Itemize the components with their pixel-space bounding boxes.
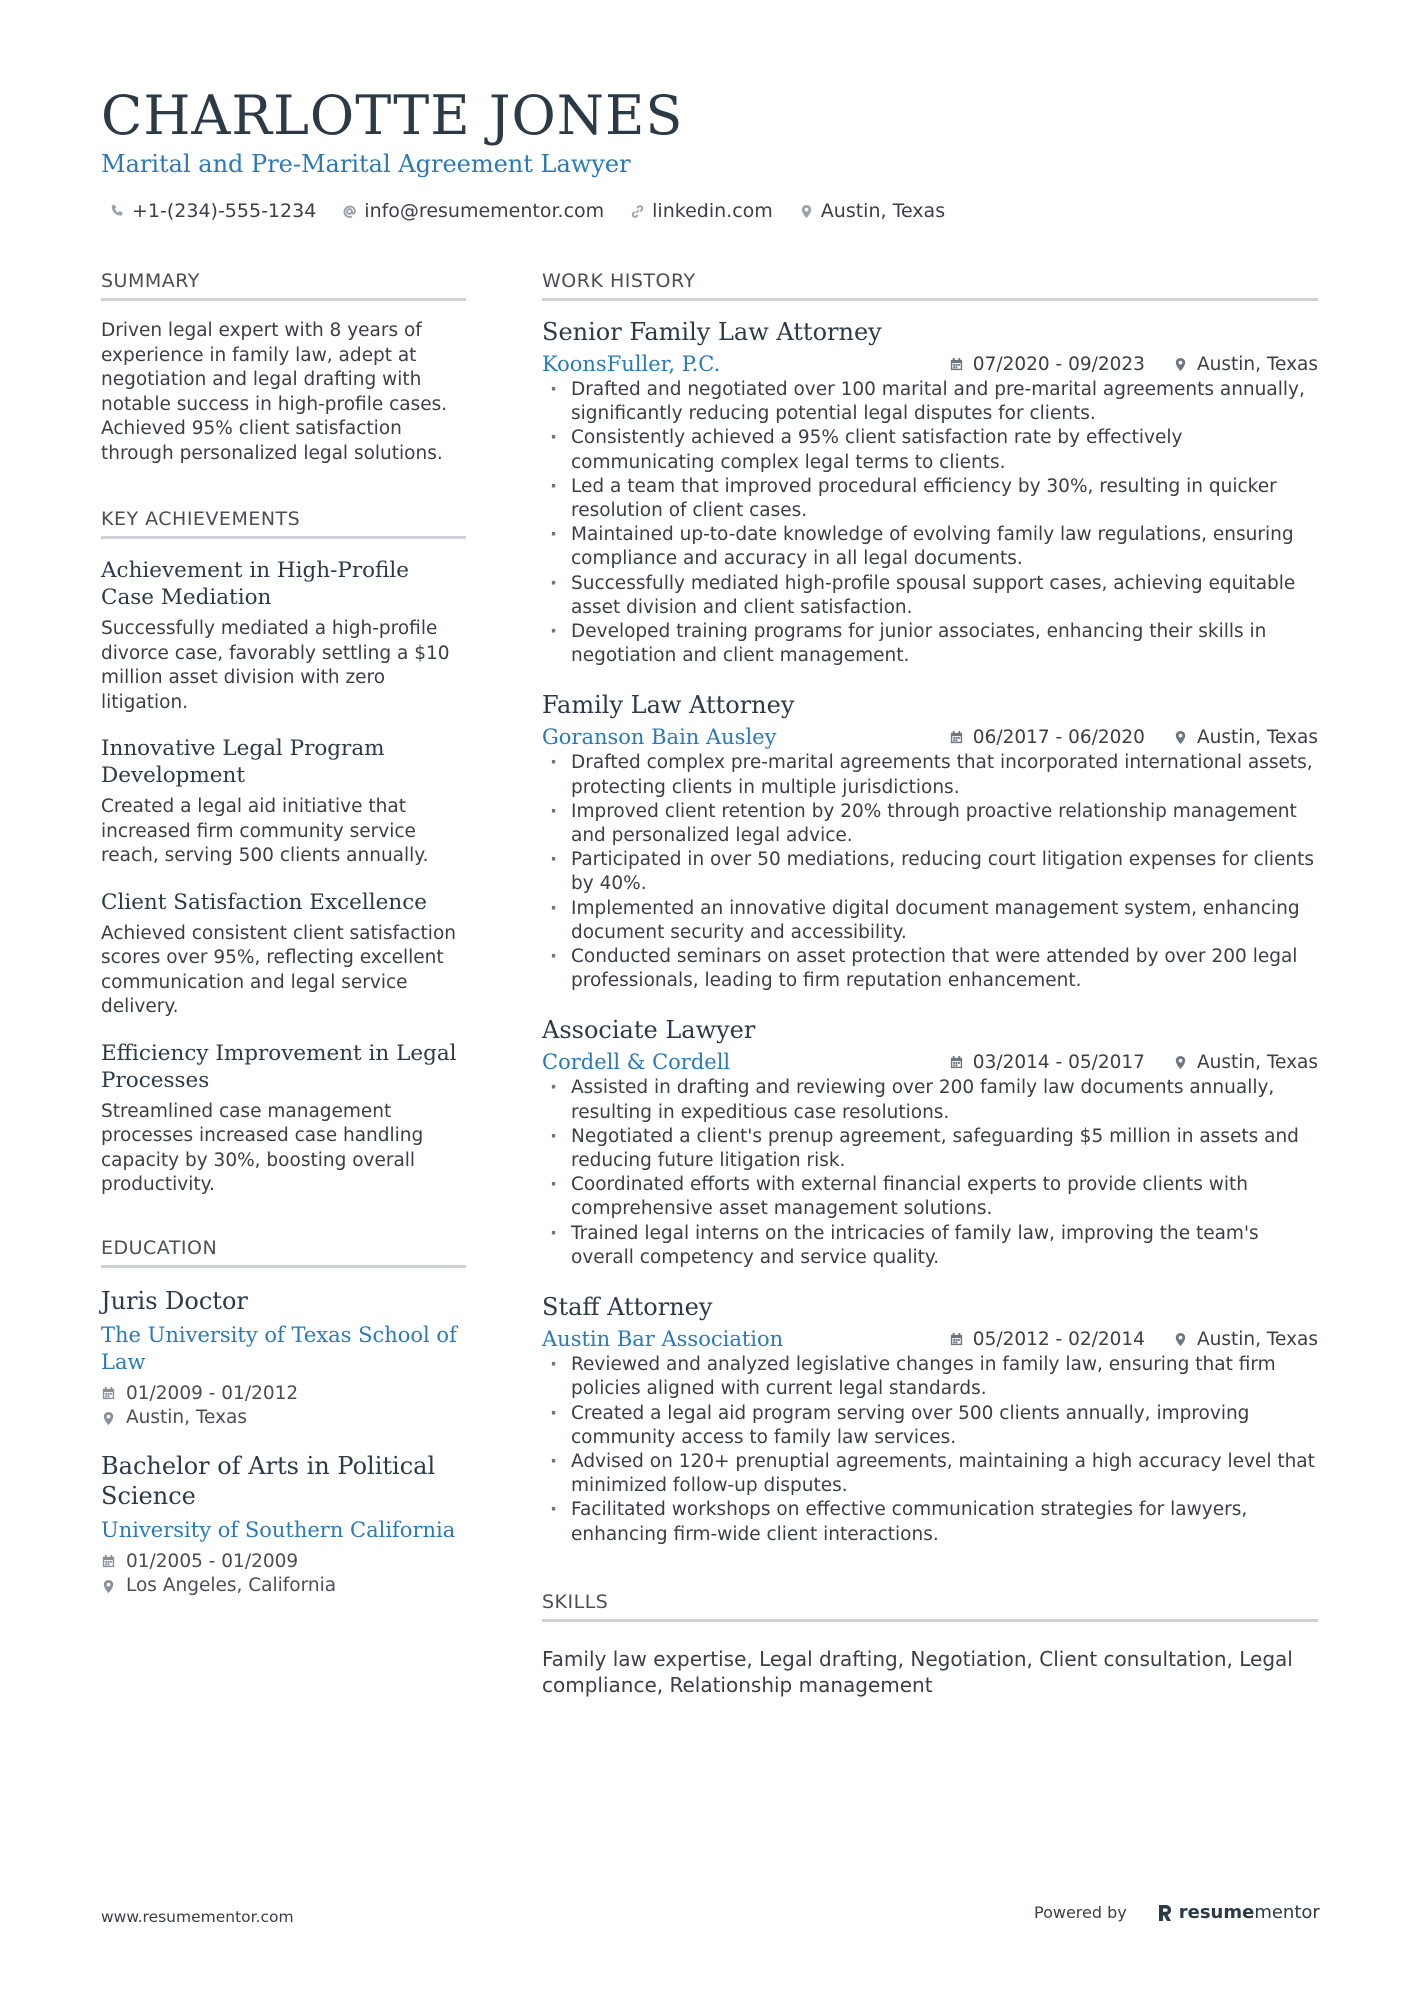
job-subheader bbox=[542, 1050, 1318, 1074]
education-heading: EDUCATION bbox=[101, 1237, 466, 1268]
education-dates bbox=[101, 1550, 466, 1575]
location-pin-icon bbox=[1173, 1332, 1188, 1347]
location-text: Austin, Texas bbox=[820, 200, 946, 222]
achievement-title: Client Satisfaction Excellence bbox=[101, 889, 427, 915]
job-meta bbox=[949, 1329, 1318, 1350]
achievement-item bbox=[101, 1040, 466, 1198]
education-location-text: Los Angeles, California bbox=[126, 1575, 337, 1596]
job-subheader bbox=[542, 725, 1318, 749]
achievement-title: Innovative Legal Program Development bbox=[101, 736, 385, 788]
calendar-icon bbox=[949, 1332, 964, 1347]
phone-text: +1-(234)-555-1234 bbox=[132, 200, 317, 222]
job-dates: 05/2012 - 02/2014 bbox=[972, 1328, 1145, 1350]
achievements-heading: KEY ACHIEVEMENTS bbox=[101, 508, 466, 539]
job-bullet: · Developed training programs for junior associates, enhancing their skills in negotiation and client management. bbox=[542, 620, 1318, 668]
location-pin-icon bbox=[101, 1411, 116, 1426]
achievement-item bbox=[101, 735, 466, 869]
location-pin-icon bbox=[101, 1579, 116, 1594]
location-pin-icon bbox=[799, 204, 814, 219]
job-bullet: · Conducted seminars on asset protection that were attended by over 200 legal professionals, leading to firm reputation enhancement. bbox=[542, 945, 1318, 993]
summary-text: Driven legal expert with 8 years of experience in family law, adept at negotiation and legal drafting with notable success in high-profile cases. Achieved 95% client satisfaction through personalized legal solutions. bbox=[101, 320, 448, 464]
skills-text: Family law expertise, Legal drafting, Negotiation, Client consultation, Legal compliance, Relationship management bbox=[542, 1646, 1293, 1697]
job-title: Associate Lawyer bbox=[542, 1016, 756, 1045]
job-meta bbox=[949, 1052, 1318, 1073]
brand-text-mentor: mentor bbox=[1254, 1902, 1320, 1923]
skills-heading: SKILLS bbox=[542, 1591, 1318, 1622]
contact-linkedin[interactable] bbox=[630, 200, 773, 222]
summary-heading: SUMMARY bbox=[101, 270, 466, 301]
location-pin-icon bbox=[1173, 357, 1188, 372]
job-dates: 06/2017 - 06/2020 bbox=[972, 726, 1145, 748]
education-location bbox=[101, 1574, 466, 1599]
job-bullet: · Drafted and negotiated over 100 marital and pre-marital agreements annually, significantly reducing potential legal disputes for clients. bbox=[542, 378, 1318, 426]
calendar-icon bbox=[101, 1386, 116, 1401]
calendar-icon bbox=[949, 357, 964, 372]
job-entry bbox=[542, 1015, 1318, 1270]
job-bullet: · Participated in over 50 mediations, reducing court litigation expenses for clients by 40%. bbox=[542, 848, 1318, 896]
candidate-role: Marital and Pre-Marital Agreement Lawyer bbox=[101, 150, 631, 178]
left-column bbox=[101, 270, 466, 1599]
job-company: Austin Bar Association bbox=[542, 1327, 784, 1352]
job-entry bbox=[542, 690, 1318, 993]
education-school: University of Southern California bbox=[101, 1517, 456, 1542]
education-section bbox=[101, 1237, 466, 1599]
linkedin-text[interactable]: linkedin.com bbox=[652, 200, 773, 222]
job-bullet: · Successfully mediated high-profile spousal support cases, achieving equitable asset division and client satisfaction. bbox=[542, 572, 1318, 620]
email-text[interactable]: info@resumementor.com bbox=[364, 200, 605, 222]
job-bullets bbox=[542, 1076, 1318, 1270]
skills-section bbox=[542, 1591, 1318, 1698]
job-subheader bbox=[542, 352, 1318, 376]
job-location: Austin, Texas bbox=[1196, 1328, 1318, 1350]
job-company: Cordell & Cordell bbox=[542, 1050, 731, 1075]
calendar-icon bbox=[949, 1055, 964, 1070]
achievement-title: Achievement in High-Profile Case Mediation bbox=[101, 558, 410, 610]
job-company: KoonsFuller, P.C. bbox=[542, 352, 721, 376]
job-bullet: · Facilitated workshops on effective communication strategies for lawyers, enhancing firm-wide client interactions. bbox=[542, 1498, 1318, 1546]
footer-branding bbox=[1034, 1902, 1320, 1923]
job-dates: 07/2020 - 09/2023 bbox=[972, 353, 1145, 375]
contact-email[interactable] bbox=[342, 200, 604, 222]
job-bullet: · Coordinated efforts with external financial experts to provide clients with comprehensive asset management solutions. bbox=[542, 1173, 1318, 1221]
job-company: Goranson Bain Ausley bbox=[542, 725, 777, 750]
contact-bar bbox=[110, 200, 971, 222]
achievement-desc: Created a legal aid initiative that increased firm community service reach, serving 500 clients annually. bbox=[101, 796, 429, 866]
right-column bbox=[542, 270, 1318, 1698]
work-history-section bbox=[542, 270, 1318, 1547]
achievement-item bbox=[101, 889, 466, 1020]
resumementor-logo-icon bbox=[1157, 1903, 1173, 1923]
job-entry bbox=[542, 1292, 1318, 1547]
education-dates-text: 01/2005 - 01/2009 bbox=[126, 1550, 299, 1572]
job-bullet: · Consistently achieved a 95% client satisfaction rate by effectively communicating complex legal terms to clients. bbox=[542, 426, 1318, 474]
job-title: Family Law Attorney bbox=[542, 691, 795, 720]
calendar-icon bbox=[101, 1554, 116, 1569]
at-icon bbox=[342, 204, 357, 219]
footer-url[interactable]: www.resumementor.com bbox=[101, 1908, 294, 1926]
job-meta bbox=[949, 354, 1318, 375]
phone-icon bbox=[110, 204, 125, 219]
achievement-desc: Achieved consistent client satisfaction scores over 95%, reflecting excellent communication and legal service delivery. bbox=[101, 922, 456, 1017]
job-bullet: · Led a team that improved procedural efficiency by 30%, resulting in quicker resolution of client cases. bbox=[542, 475, 1318, 523]
education-degree: Bachelor of Arts in Political Science bbox=[101, 1451, 436, 1510]
job-bullet: · Negotiated a client's prenup agreement, safeguarding $5 million in assets and reducing future litigation risk. bbox=[542, 1125, 1318, 1173]
job-bullet: · Drafted complex pre-marital agreements that incorporated international assets, protecting clients in multiple jurisdictions. bbox=[542, 751, 1318, 799]
job-bullet: · Assisted in drafting and reviewing over 200 family law documents annually, resulting in expeditious case resolutions. bbox=[542, 1076, 1318, 1124]
brand-text-resume: resume bbox=[1178, 1902, 1255, 1923]
job-location: Austin, Texas bbox=[1196, 726, 1318, 748]
powered-by-text: Powered by bbox=[1034, 1903, 1127, 1922]
job-bullet: · Advised on 120+ prenuptial agreements, maintaining a high accuracy level that minimized follow-up disputes. bbox=[542, 1450, 1318, 1498]
education-item bbox=[101, 1451, 466, 1599]
education-item bbox=[101, 1286, 466, 1431]
link-icon bbox=[630, 204, 645, 219]
education-degree: Juris Doctor bbox=[101, 1286, 248, 1315]
job-bullets bbox=[542, 751, 1318, 993]
job-dates: 03/2014 - 05/2017 bbox=[972, 1051, 1145, 1073]
education-location-text: Austin, Texas bbox=[126, 1407, 248, 1428]
contact-phone bbox=[110, 200, 316, 222]
job-bullets bbox=[542, 1353, 1318, 1547]
job-subheader bbox=[542, 1327, 1318, 1351]
job-bullet: · Improved client retention by 20% through proactive relationship management and personalized legal advice. bbox=[542, 800, 1318, 848]
job-bullet: · Maintained up-to-date knowledge of evolving family law regulations, ensuring compliance and accuracy in all legal documents. bbox=[542, 523, 1318, 571]
brand-logo[interactable] bbox=[1157, 1902, 1320, 1923]
job-title: Staff Attorney bbox=[542, 1293, 713, 1322]
contact-location bbox=[799, 200, 945, 222]
education-location bbox=[101, 1406, 466, 1431]
achievement-desc: Streamlined case management processes increased case handling capacity by 30%, boosting overall productivity. bbox=[101, 1100, 424, 1195]
job-bullet: · Created a legal aid program serving over 500 clients annually, improving community access to family law services. bbox=[542, 1402, 1318, 1450]
summary-section bbox=[101, 270, 466, 466]
job-location: Austin, Texas bbox=[1196, 353, 1318, 375]
calendar-icon bbox=[949, 730, 964, 745]
job-title: Senior Family Law Attorney bbox=[542, 318, 882, 346]
education-school: The University of Texas School of Law bbox=[101, 1322, 457, 1374]
job-bullet: · Trained legal interns on the intricacies of family law, improving the team's overall competency and service quality. bbox=[542, 1222, 1318, 1270]
job-bullet: · Reviewed and analyzed legislative changes in family law, ensuring that firm policies aligned with current legal standards. bbox=[542, 1353, 1318, 1401]
education-dates bbox=[101, 1382, 466, 1407]
job-meta bbox=[949, 727, 1318, 748]
education-dates-text: 01/2009 - 01/2012 bbox=[126, 1382, 299, 1404]
candidate-name: CHARLOTTE JONES bbox=[101, 84, 684, 147]
achievements-section bbox=[101, 508, 466, 1198]
work-history-heading: WORK HISTORY bbox=[542, 270, 1318, 301]
job-bullets bbox=[542, 378, 1318, 668]
achievement-title: Efficiency Improvement in Legal Processes bbox=[101, 1040, 457, 1093]
achievement-item bbox=[101, 557, 466, 715]
location-pin-icon bbox=[1173, 1055, 1188, 1070]
achievement-desc: Successfully mediated a high-profile divorce case, favorably settling a $10 million asset division with zero litigation. bbox=[101, 618, 450, 713]
location-pin-icon bbox=[1173, 730, 1188, 745]
job-entry bbox=[542, 317, 1318, 668]
job-location: Austin, Texas bbox=[1196, 1051, 1318, 1073]
job-bullet: · Implemented an innovative digital document management system, enhancing document security and accessibility. bbox=[542, 897, 1318, 945]
